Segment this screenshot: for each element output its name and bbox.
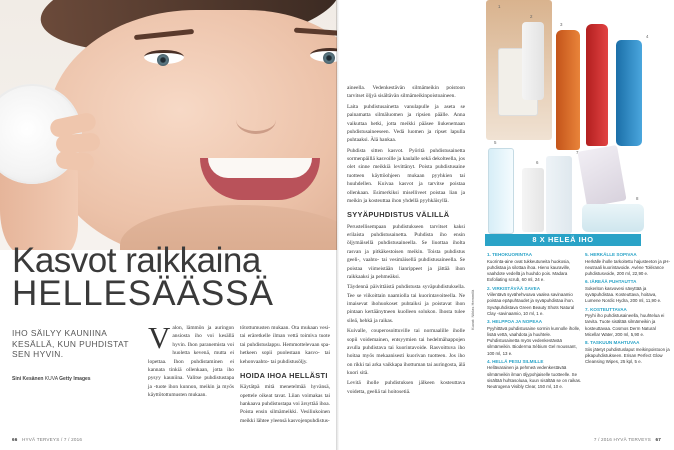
photo-credit: Getty Images — [59, 376, 91, 382]
intro-text: IHO SÄILYY KAUNIINA KESÄLLÄ, KUN PUHDISTAT SEN HYVIN. — [12, 328, 129, 359]
product-number: 3 — [560, 22, 563, 27]
red-bottle-product — [586, 24, 608, 146]
cream-tube-product — [546, 156, 572, 234]
body-text: Perustellisempaan puhdistukseen tarvitset kaksi erilaista puhdistusainetta. Puhdista iho ensin öljymäisellä puhdistusaineella. Se liuottaa iholta rasvan ja pitkäkestoisen meikin. Toista puhdistus geeli-, vaahto- tai vesimäisellä puhdistusaineella. Se poistaa viimeistään lianrippeet ja jättää ihon raikkaaksi ja pehmeäksi. — [347, 223, 465, 280]
byline — [12, 376, 144, 382]
right-eyebrow — [294, 28, 337, 38]
wipes-pack-product — [582, 204, 644, 232]
tip-item — [585, 340, 671, 365]
product-number: 7 — [576, 150, 579, 155]
folio-text: HYVÄ TERVEYS / 7 / 2016 — [22, 437, 83, 442]
tip-title: 2. VIRKISTÄVÄÄ SAVEA — [487, 285, 541, 291]
right-eye — [310, 48, 337, 62]
tip-body: Herkälle iholle tarkoitettu hajusteeton ja pH-neutraali kuorintavoide. Avène Tolérance puhdistusvoide, 200 ml, 22,90 e. — [585, 258, 670, 277]
tip-title: 6. IÄREÄÄ PUHTAUTTA — [585, 279, 637, 285]
tip-item — [585, 279, 671, 304]
product-number: 5 — [494, 140, 497, 145]
headline-line2: HELLESÄÄSSÄ — [12, 274, 274, 314]
author: Sini Kesänen — [12, 376, 44, 382]
body-text: Laita puhdistusainetta vanulapulle ja aseta se painamatta silmäluomen ja ripsien päälle. Anna vaikuttaa hetki, jotta meikki pääsee liukenemaan puhdistusaineeseen. Vedä luomen ja ripset lapulla puhtaaksi. Älä hankaa. — [347, 103, 465, 144]
left-column-2 — [240, 324, 330, 427]
body-text: Kuivalle, couperosoittuville tai normaalille iholle sopii voidemainen, entsyymien tai hedelmähappojen avulla puhdistava tai kuorintavoide. Rasvoittuva iho hoitaa myös mekaanisesti kuorivan tuotteen. Jos iho on rikki tai arka vaikkapa ihottuman tai auringosta, älä kuori sitä. — [347, 328, 465, 377]
blue-bottle-product — [616, 40, 642, 146]
body-text: Täydennä päivittäistä puhdistusta syväpuhdistuksella. Tee se viikoittain naamiolla tai kuorintavoiteella. Ne imaisevat ihohuokoset puhtaiksi ja poistavat ihon pintaan kertäänytneen kuolleen solukon. Ihosta tulee sileä, hehkä ja raikas. — [347, 284, 465, 324]
product-number: 8 — [636, 196, 639, 201]
left-column-1 — [148, 320, 234, 401]
product-number: 4 — [646, 34, 649, 39]
tip-body: Pyyhittävä puhdistusaine sormin kunnolle iholle, lisää vettä, vaahdota ja huuhtele. Puhdistusainetta myös vedenkestävää silmämeikin. Bioderma Sébium Gel moussant, 100 ml, 13 e. — [487, 325, 581, 356]
body-text: aineella. Vedenkestävän silmämeikin poistoon tarvitset öljyä sisältävän silmämeikinpoistoaineen. — [347, 85, 465, 100]
body-text: alon, lämmön ja auringon ansiosta iho voi kesällä hyvin. Ihon paranemista voi huoletta kevenä, mutta ei lopettaa. Ihon puhdistaminen ei kannata tinkiä ollenkaan, jotta iho pysyy kauniina. Valitse puhdistustapa ja -tuote ihon kunnon, meikin ja myös käyttötottumusten mukaan. — [148, 325, 234, 398]
tip-item — [585, 252, 671, 277]
tips-column-left — [487, 252, 583, 392]
product-number: 2 — [530, 14, 533, 19]
gel-tube-product — [522, 22, 544, 100]
white-bottle-product — [522, 168, 544, 232]
tip-body: Kuorinta-aine ovat tukkeutuneita huokosia, puhdistaa ja silottaa ihoa. Hieno kauraville, vaahdote vedellä ja huuhdo pois. Madara Exfoliating scrub, 60 ml, 24 e. — [487, 258, 571, 283]
tip-item — [585, 307, 671, 339]
tip-body: Pyyhi iho puhdistusaineella, huuhtelua ei tarvita. Tuote sisältää silmämeikin ja kosteuttavaa. Cosmos Derm Natural Micellar Water, 200 ml, 5,90 e. — [585, 313, 665, 337]
left-eyebrow — [134, 29, 194, 40]
subheading: HOIDA IHOA HELLÄSTI — [240, 370, 328, 380]
right-page — [339, 0, 674, 450]
tip-title: 7. KOSTEUTTAVAA — [585, 306, 627, 312]
mask-sachet-product — [577, 145, 626, 207]
tip-title: 8. TASKUUN MAHTUVAA — [585, 340, 640, 346]
product-number: 1 — [498, 4, 501, 9]
body-text: Puhdista sitten kasvot. Pyöritä puhdistusainetta sormenpäillä kasvoille ja kaulalle sekä dekolteella, jos olet sinne meikkiä levittänyt. Poista puhdistusaine tuotteen käyttöohjeen mukaan pyyhkien tai huuhdellen. Kuivaa kasvot ja tarvitse poistaa ollenkaan. Esimerkiksi miselliveet poistaa lian ja meikin ja kosteuttaa ihon yhdellä pyyhkäisyllä. — [347, 147, 465, 204]
nose — [236, 106, 276, 134]
photo-label: KUVA — [44, 376, 58, 382]
tip-item — [487, 319, 583, 357]
woman-face-photo — [0, 0, 337, 250]
tip-body: Hellävarainen ja pehmeä vedenkestävää silmämeikin ilman öljypohjaiselle tuotteelle. Se sisältää huhtasoluaa, kuun sisältää se on raikas. Neutrogena Visibly Clear, 150 ml, 10 e. — [487, 365, 582, 390]
tip-title: 4. HELLÄ PESU SILMILLE — [487, 358, 544, 364]
folio-text: 7 / 2016 HYVÄ TERVEYS — [593, 437, 651, 442]
body-text: Levitä iholle puhdistuksen jälkeen kosteuttava voidetta, geeliä tai hoitosetiä. — [347, 380, 465, 395]
headline-line1: Kasvot raikkaina — [12, 241, 261, 280]
body-text: tötottumusten mukaan. Ota mukaan vesi- tai eräretkelle ilman vettä toimiva tuote tai puhdistuslappu. Hemmottelevaan spa-hetkeen sopii puolestaan kasvo- tai kehonvaahto- tai puhdistusöljy. — [240, 325, 330, 365]
tip-title: 5. HERKÄLLE SOPIVAA — [585, 252, 637, 257]
tip-item — [487, 252, 583, 284]
product-photo — [486, 0, 674, 250]
tip-body: Viilentävä syvähehvoava vaalea savinaamio poistaa epäpuhtaudet ja syväpuhdistaa ihon. Syväpuhdistava Green Beauty Shots Natural Clay -savinaamio, 10 ml, 1 e. — [487, 292, 575, 316]
right-folio — [594, 437, 664, 442]
tips-header-ribbon: 8 X HELEÄ IHO — [485, 234, 641, 246]
orange-bottle-product — [556, 30, 580, 150]
tip-title: 3. HELPPOA JA NOPEAA — [487, 319, 543, 325]
headline — [12, 241, 332, 314]
tip-item — [487, 286, 583, 318]
tip-title: 1. TEHOKUORINTAA — [487, 252, 533, 257]
page-number: 66 — [12, 437, 18, 442]
tip-item — [487, 359, 583, 391]
clear-bottle-product — [488, 148, 514, 234]
photo-credit-vertical: Kuvat: Niklas Hemmilä — [470, 289, 475, 330]
page-number: 67 — [655, 437, 661, 442]
tip-body: Sokeriton kasvovesi sävyttää ja syväpuhdistaa. Kosteuttava, hoitava, Lumene Nordic Hydra, 200 ml, 11,90 e. — [585, 285, 662, 304]
smile — [200, 158, 320, 200]
dropcap: V — [148, 320, 171, 355]
product-number: 6 — [536, 160, 539, 165]
right-column-1 — [347, 84, 465, 398]
body-text: Käytätpä mitä menetelmää hyvänsä, opettele oikeat tavat. Liian voimakas tai hankaava puhdistustapa voi ärsyttää ihoa. Poista ensin silmämeikki. Vesiliukoinen meikki lähtee yleensä kasvojenpuhdistus- — [240, 384, 330, 424]
left-eye — [144, 50, 184, 64]
tips-column-right — [585, 252, 671, 367]
subheading: SYYÄPUHDISTUS VÄLILLÄ — [347, 210, 450, 220]
left-folio — [12, 437, 82, 442]
tip-body: Siis jätetyt puhdistuslaput meikinpoistoon ja pikapuhdistukseen. Erisan Perfect Glow Cleansing Wipes, 25 kpl, 5 e. — [585, 346, 670, 365]
